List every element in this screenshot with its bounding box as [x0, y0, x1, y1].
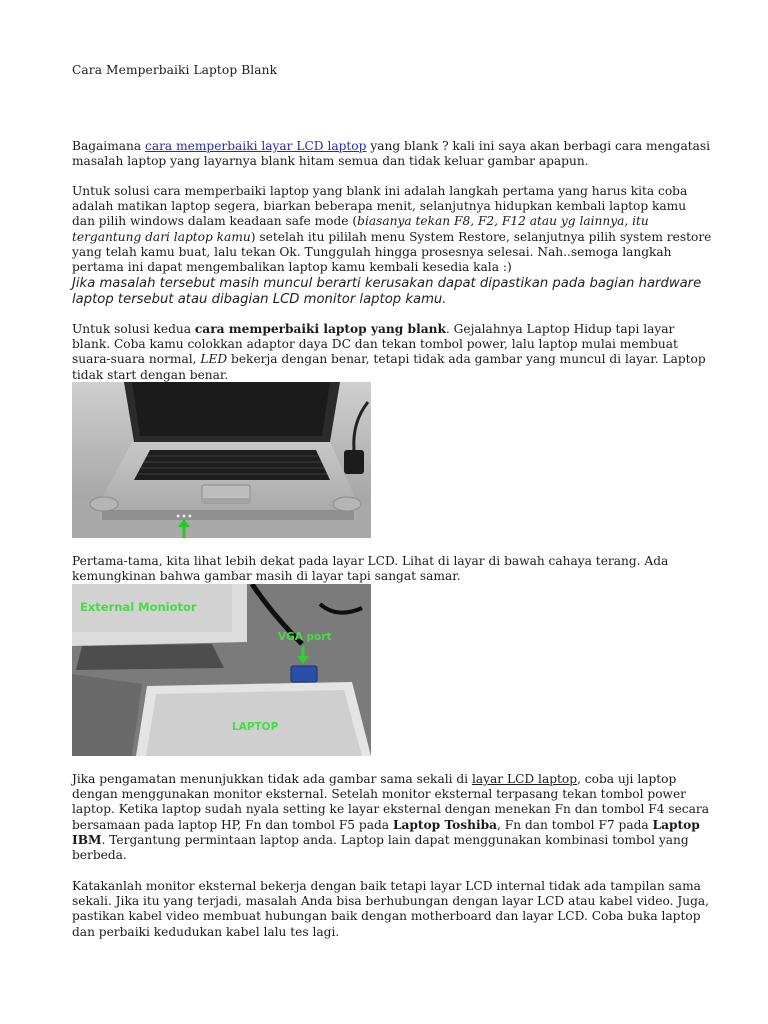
lcd-laptop-link[interactable]: layar LCD laptop	[471, 772, 578, 786]
external-monitor-label: External Moniotor	[80, 600, 197, 614]
p3-text-post: bekerja dengan benar, tetapi tidak ada gambar yang muncul di layar. Laptop tidak start dengan benar.	[72, 352, 706, 382]
p4-text-mid2: , Fn dan tombol F7 pada	[497, 817, 653, 832]
p3-text-pre: Untuk solusi kedua	[72, 322, 195, 336]
p4-text-mid1: , coba uji laptop dengan menggunakan monitor eksternal. Setelah monitor eksternal terpasang tekan tombol power laptop. Ketika laptop sudah nyala setting ke layar eksternal dengan menekan Fn dan tombol F4 secara bersamaan pada laptop HP, Fn dan tombol F5 pada	[72, 772, 709, 832]
p3-bold-phrase: cara memperbaiki laptop yang blank	[194, 322, 446, 336]
external-monitor-photo	[72, 584, 371, 756]
paragraph-intro	[72, 139, 712, 169]
paragraph-lcd-check: Pertama-tama, kita lihat lebih dekat pada layar LCD. Lihat di layar di bawah cahaya terang. Ada kemungkinan bahwa gambar masih di layar tapi sangat samar.	[72, 554, 669, 584]
hardware-note: Jika masalah tersebut masih muncul berarti kerusakan dapat dipastikan pada bagian hardware laptop tersebut atau dibagian LCD monitor laptop kamu.	[72, 276, 702, 307]
ibm-bold: Laptop IBM	[72, 817, 700, 847]
p3-text-mid: . Gejalahnya Laptop Hidup tapi layar blank. Coba kamu colokkan adaptor daya DC dan tekan tombol power, lalu laptop mulai membuat suara-suara normal,	[72, 322, 678, 367]
p3-led-italic: LED	[200, 352, 228, 367]
paragraph-solution-two	[72, 322, 712, 383]
page-title: Cara Memperbaiki Laptop Blank	[72, 63, 278, 77]
lcd-repair-link[interactable]: cara memperbaiki layar LCD laptop	[145, 139, 367, 153]
toshiba-bold: Laptop Toshiba	[392, 817, 498, 832]
p2-text-pre: Untuk solusi cara memperbaiki laptop yang blank ini adalah langkah pertama yang harus kita coba adalah matikan laptop segera, biarkan beberapa menit, selanjutnya hidupkan kembali laptop kamu dan pilih windows dalam keadaan safe mode (	[72, 184, 688, 229]
p1-text-post: yang blank ? kali ini saya akan berbagi cara mengatasi masalah laptop yang layarnya blank hitam semua dan tidak keluar gambar apapun.	[72, 139, 711, 169]
paragraph-external-monitor	[72, 772, 712, 863]
p4-text-pre: Jika pengamatan menunjukkan tidak ada gambar sama sekali di	[72, 772, 472, 786]
p1-text-pre: Bagaimana	[72, 139, 146, 153]
laptop-label: LAPTOP	[232, 721, 279, 733]
paragraph-video-cable: Katakanlah monitor eksternal bekerja dengan baik tetapi layar LCD internal tidak ada tampilan sama sekali. Jika itu yang terjadi, masalah Anda bisa berhubungan dengan layar LCD atau kabel video. Juga, pastikan kabel video membuat hubungan baik dengan motherboard dan layar LCD. Coba buka laptop dan perbaiki kedudukan kabel lalu tes lagi.	[72, 879, 710, 939]
vga-port-label: VGA port	[278, 631, 332, 643]
p2-italic-note: biasanya tekan F8, F2, F12 atau yg lainnya, itu tergantung dari laptop kamu	[72, 214, 649, 244]
p2-text-post: ) setelah itu pililah menu System Restore, selanjutnya pilih system restore yang telah kamu buat, lalu tekan Ok. Tunggulah hingga prosesnya selesai. Nah..semoga langkah pertama ini dapat mengembalikan laptop kamu kembali kesedia kala :)	[72, 229, 712, 275]
laptop-photo	[72, 382, 371, 538]
p4-text-post: . Tergantung permintaan laptop anda. Laptop lain dapat menggunakan kombinasi tombol yang berbeda.	[72, 832, 689, 863]
paragraph-solution-one	[72, 184, 712, 275]
